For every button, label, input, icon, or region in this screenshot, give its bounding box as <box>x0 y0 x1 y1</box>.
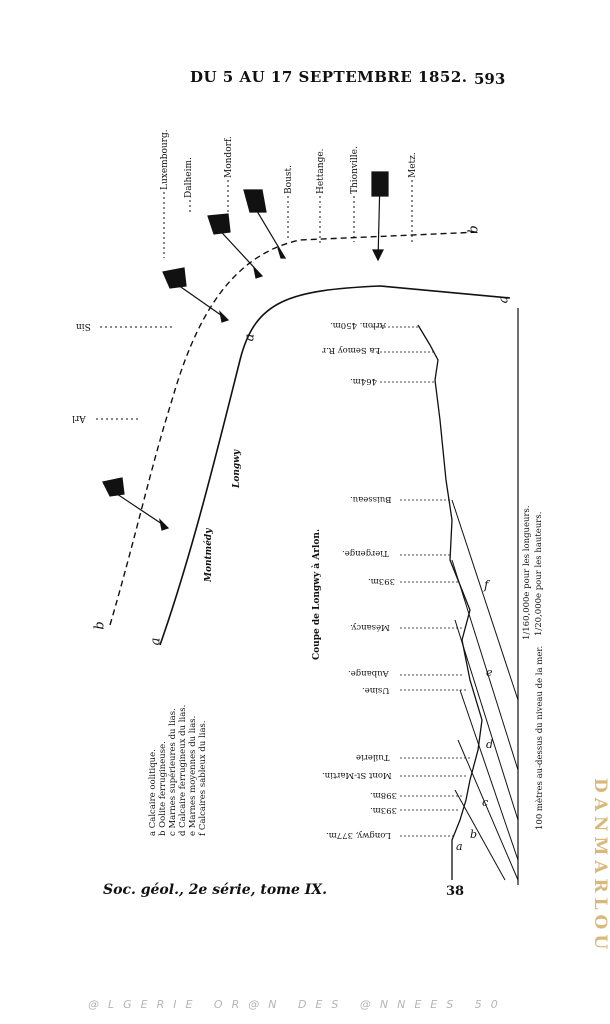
line-letter-a: a <box>148 637 164 646</box>
journal-citation: Soc. géol., 2e série, tome IX. <box>103 882 328 898</box>
scale-lengths: 1/160,000e pour les longueurs. <box>522 505 532 640</box>
place-luxembourg: Luxembourg. <box>160 129 170 190</box>
scale-heights: 1/20,000e pour les hauteurs. <box>534 511 544 636</box>
section-place: Mésancy. <box>350 622 390 632</box>
place-arl: Arl <box>72 413 86 423</box>
page-header-date: DU 5 AU 17 SEPTEMBRE 1852. <box>190 68 468 86</box>
section-place: Arlon. 450m. <box>330 320 386 330</box>
section-place: Tiergenge. <box>342 548 389 558</box>
line-letter-a: a <box>496 295 512 304</box>
line-letter-a: a <box>242 333 258 342</box>
arrow-icon <box>163 268 228 322</box>
layer-letter: d <box>486 738 494 751</box>
section-title: Coupe de Longwy à Arlon. <box>312 528 322 660</box>
line-letter-b: b <box>92 621 108 630</box>
legend-item: e Marnes moyennes du lias. <box>188 715 198 836</box>
section-place: Tuilerie <box>356 752 390 762</box>
place-hettange: Hettange. <box>316 148 326 194</box>
arrow-icon <box>208 214 262 278</box>
layer-letter: a <box>456 840 463 853</box>
solid-curve-a <box>160 286 510 645</box>
place-dalheim: Dalheim. <box>184 157 194 198</box>
place-mondorf: Mondorf. <box>224 136 234 178</box>
place-boust: Boust. <box>284 165 294 194</box>
section-place: Longwy, 377m. <box>326 830 392 840</box>
dashed-curve-b <box>110 232 480 625</box>
place-thionville: Thionville. <box>350 146 360 194</box>
section-place: Mont St-Martin. <box>322 770 392 780</box>
layer-letter: c <box>482 796 489 809</box>
legend-item: b Oolite ferrugineuse. <box>158 741 168 836</box>
place-metz: Metz. <box>408 152 418 178</box>
section-place: Usine. <box>362 685 390 695</box>
section-place: 398m. <box>370 790 397 800</box>
line-letter-b: b <box>466 225 482 234</box>
place-sin: Sin <box>76 321 91 331</box>
legend-item: f Calcaires sableux du lias. <box>198 720 208 836</box>
place-montmedy: Montmédy <box>204 528 214 582</box>
arrow-icon <box>244 190 285 258</box>
watermark-bottom: @LGERIE OR@N DES @NNEES 50 <box>88 998 507 1011</box>
legend-item: d Calcaire ferrugineux du lias. <box>178 704 188 836</box>
section-place: 464m. <box>350 376 377 386</box>
legend-item: a Calcaire oolitique. <box>148 749 158 836</box>
arrow-icon <box>103 478 168 530</box>
watermark-side: DANMARLOU <box>590 778 610 955</box>
section-place: Aubange. <box>348 668 389 678</box>
page-number: 593 <box>474 70 506 88</box>
section-place: 393m. <box>370 805 397 815</box>
section-place: 393m. <box>368 576 395 586</box>
section-place: La Semoy R.r <box>322 345 381 355</box>
layer-letter: b <box>470 828 478 841</box>
datum-note: 100 mètres au-dessus du niveau de la mer. <box>535 645 545 830</box>
legend-item: c Marnes supérieures du lias. <box>168 708 178 836</box>
layer-letter: e <box>486 666 493 679</box>
layer-letter: f <box>484 578 489 592</box>
plate-number: 38 <box>446 884 465 899</box>
section-place: Buisseau. <box>350 494 392 504</box>
place-longwy: Longwy <box>232 449 242 488</box>
arrow-icon <box>372 172 388 260</box>
